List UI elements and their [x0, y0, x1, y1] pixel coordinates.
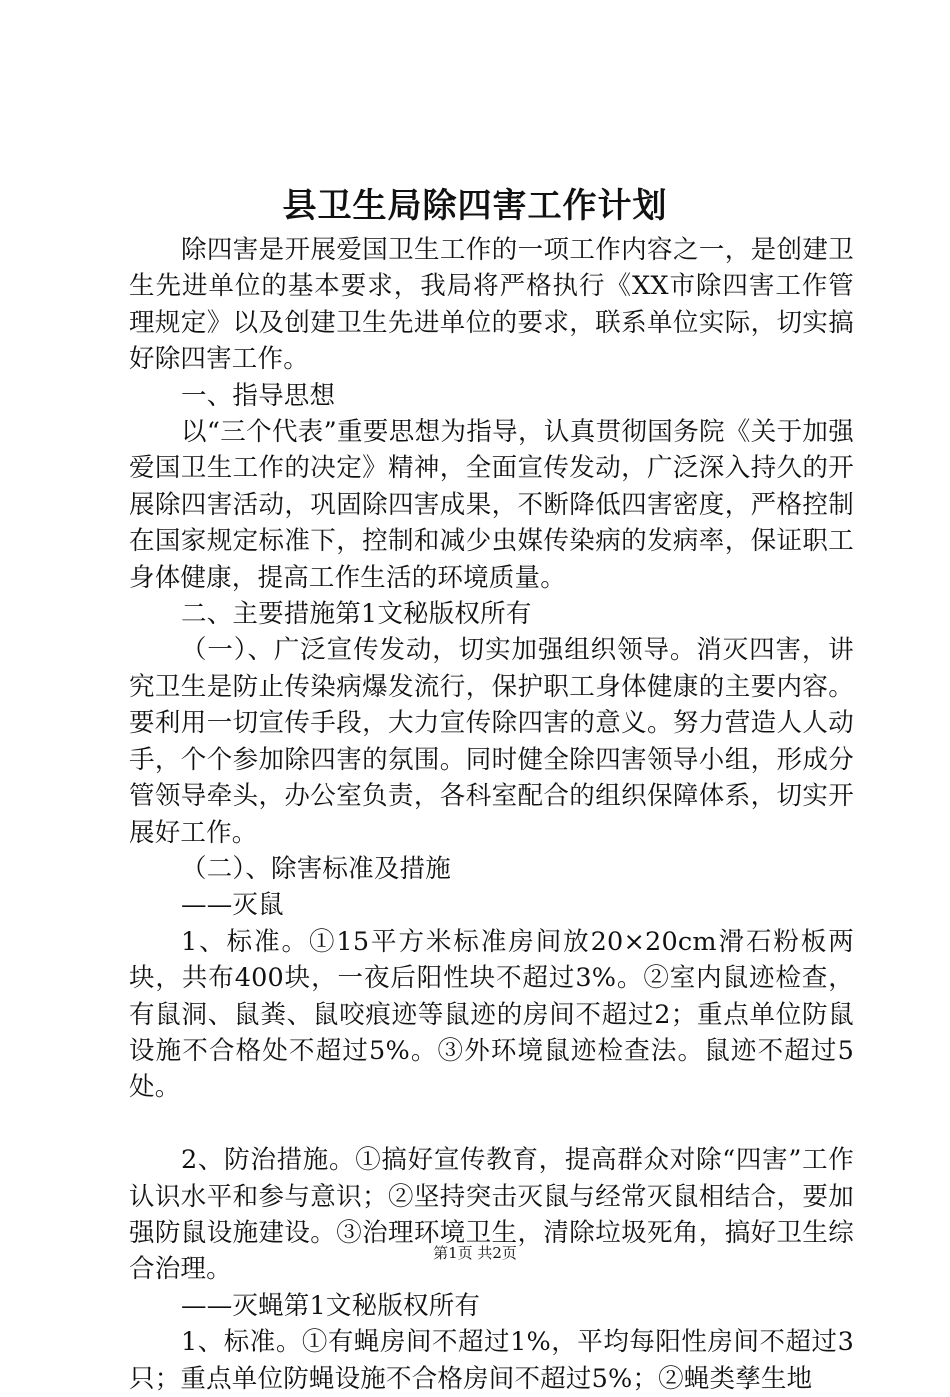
document-title: 县卫生局除四害工作计划 [282, 186, 668, 226]
measure-one-paragraph: （一）、广泛宣传发动，切实加强组织领导。消灭四害，讲究卫生是防止传染病爆发流行，保护职工身体健康的主要内容。要利用一切宣传手段，大力宣传除四害的意义。努力营造人人动手，个个参加除四害的氛围。同时健全除四害领导小组，形成分管领导牵头，办公室负责，各科室配合的组织保障体系，切实开展好工作。 [129, 635, 854, 848]
section-heading-main-measures: 二、主要措施第1文秘版权所有 [181, 599, 532, 630]
blank-line [129, 1106, 854, 1142]
page-footer: 第1页 共2页 [433, 1244, 517, 1262]
intro-paragraph: 除四害是开展爱国卫生工作的一项工作内容之一，是创建卫生先进单位的基本要求，我局将严格执行《XX市除四害工作管理规定》以及创建卫生先进单位的要求，联系单位实际，切实搞好除四害工作。 [129, 235, 854, 375]
rodent-measures-paragraph: 2、防治措施。①搞好宣传教育，提高群众对除“四害”工作认识水平和参与意识；②坚持突击灭鼠与经常灭鼠相结合，要加强防鼠设施建设。③治理环境卫生，清除垃圾死角，搞好卫生综合治理。 [129, 1145, 854, 1285]
rodent-standard-paragraph: 1、标准。①15平方米标准房间放20×20cm滑石粉板两块，共布400块，一夜后阳性块不超过3%。②室内鼠迹检查，有鼠洞、鼠粪、鼠咬痕迹等鼠迹的房间不超过2；重点单位防鼠设施不合格处不超过5%。③外环境鼠迹检查法。鼠迹不超过5处。 [129, 926, 854, 1103]
subsection-heading-standards: （二）、除害标准及措施 [181, 853, 451, 884]
document-body [129, 232, 854, 1397]
subheading-fly-control: ——灭蝇第1文秘版权所有 [181, 1290, 481, 1321]
fly-standard-paragraph: 1、标准。①有蝇房间不超过1%，平均每阳性房间不超过3只；重点单位防蝇设施不合格房间不超过5%；②蝇类孳生地 [129, 1327, 854, 1394]
guiding-ideology-paragraph: 以“三个代表”重要思想为指导，认真贯彻国务院《关于加强爱国卫生工作的决定》精神，全面宣传发动，广泛深入持久的开展除四害活动，巩固除四害成果，不断降低四害密度，严格控制在国家规定标准下，控制和减少虫媒传染病的发病率，保证职工身体健康，提高工作生活的环境质量。 [129, 417, 854, 593]
section-heading-guiding-ideology: 一、指导思想 [181, 380, 336, 411]
subheading-rodent-control: ——灭鼠 [181, 890, 284, 921]
